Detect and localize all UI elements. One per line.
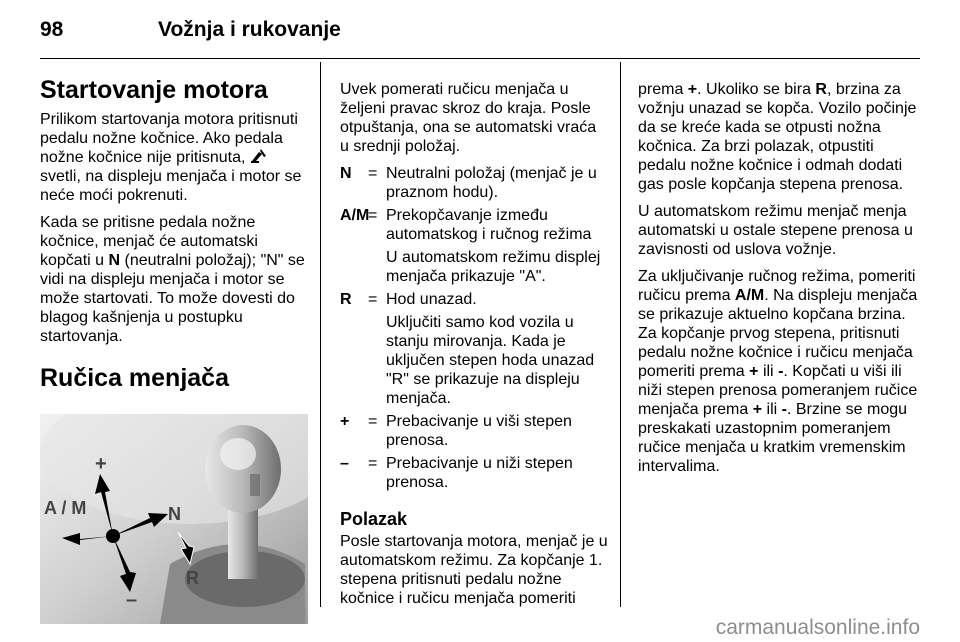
- text-span: , brzina za vožnju unazad se kopča. Vozilo počinje da se kreće kada se otpusti nožna kočnica. Za brzi polazak, otpustiti pedalu nožne kočnice i odmah dodati gas posle kopčanja stepena prenosa.: [638, 81, 917, 193]
- bold-term: +: [752, 401, 763, 418]
- definition-am-extra: U automatskom režimu displej menjača prikazuje "A".: [386, 249, 601, 285]
- text-span: prema: [638, 81, 688, 98]
- equals-sign: =: [368, 165, 378, 182]
- definition-term: A/M: [340, 207, 370, 224]
- equals-sign: =: [368, 207, 378, 224]
- column-3: [638, 80, 920, 484]
- bold-term: R: [815, 81, 827, 98]
- bold-term: +: [749, 363, 759, 380]
- definition-r-extra: Uključiti samo kod vozila u stanju mirovanja. Kada je uključen stepen hoda unazad "R" se prikazuje na displeju menjača.: [386, 314, 595, 407]
- definition-minus: [340, 454, 608, 492]
- watermark: carmanualsonline.info: [715, 616, 920, 639]
- column-divider-1: [320, 62, 321, 607]
- definition-desc: Hod unazad.: [386, 291, 477, 308]
- figure-label-plus: +: [95, 453, 107, 475]
- text-span: (neutralni položaj); "N" se vidi na displeju menjača i motor se može startovati. To može dovesti do blagog kašnjenja u postupku startovanja.: [40, 252, 305, 345]
- header-rule: [40, 58, 920, 59]
- paragraph-lever-intro: Uvek pomerati ručicu menjača u željeni pravac skroz do kraja. Posle otpuštanja, ona se automatski vraća u srednji položaj.: [340, 81, 597, 155]
- definition-desc: Prekopčavanje između automatskog i ručnog režima: [386, 207, 592, 243]
- text-span: . Kopčati u viši ili niži stepen prenosa pomeranjem ručice menjača prema: [638, 363, 918, 418]
- bold-term: A/M: [734, 287, 765, 304]
- paragraph-neutral: [40, 213, 308, 346]
- section-heading-rucica: Ručica menjača: [40, 364, 229, 392]
- column-divider-2: [620, 62, 621, 607]
- text-span: . Ukoliko se bira: [697, 81, 816, 98]
- bold-term: +: [687, 81, 698, 98]
- column-1: [40, 62, 308, 624]
- section-heading-polazak: Polazak: [340, 509, 408, 529]
- paragraph-start-drive: [638, 80, 920, 194]
- text-span: Kada se pritisne pedala nožne kočnice, menjač će automatski kopčati u: [40, 214, 258, 269]
- figure-label-r: R: [186, 568, 199, 588]
- bold-term: -: [778, 363, 784, 380]
- text-span: ili: [758, 363, 779, 380]
- bold-term: -: [781, 401, 787, 418]
- section-heading-startovanje: Startovanje motora: [40, 76, 268, 104]
- definition-r: [340, 290, 608, 309]
- definition-n: [340, 164, 608, 202]
- definition-desc: Neutralni položaj (menjač je u praznom hodu).: [386, 165, 597, 201]
- equals-sign: =: [368, 455, 378, 472]
- gear-lever-illustration: [40, 414, 308, 624]
- text-span: . Brzine se mogu preskakati uzastopnim pomeranjem ručice menjača u kratkim vremenskim intervalima.: [638, 401, 908, 475]
- definition-term: R: [340, 291, 352, 308]
- text-span: Prilikom startovanja motora pritisnuti pedalu nožne kočnice. Ako pedala nožne kočnice nije pritisnuta,: [40, 111, 298, 166]
- figure-label-minus: –: [126, 589, 138, 611]
- definition-am: [340, 206, 608, 244]
- paragraph-auto-mode: U automatskom režimu menjač menja automatski u ostale stepene prenosa u zavisnosti od uslova vožnje.: [638, 203, 913, 258]
- definition-term: –: [340, 455, 349, 472]
- column-2: [340, 80, 608, 616]
- paragraph-polazak: Posle startovanja motora, menjač je u automatskom režimu. Za kopčanje 1. stepena pritisnuti pedalu nožne kočnice i ručicu menjača pomeriti: [340, 533, 608, 607]
- definition-plus: [340, 412, 608, 450]
- definition-desc: Prebacivanje u viši stepen prenosa.: [386, 413, 572, 449]
- gear-lever-figure: [40, 414, 308, 624]
- text-span: svetli, na displeju menjača i motor se neće moći pokrenuti.: [40, 168, 302, 204]
- text-span: ili: [762, 401, 782, 418]
- paragraph-brake-notice: [40, 110, 308, 205]
- equals-sign: =: [368, 291, 378, 308]
- chapter-title: Vožnja i rukovanje: [158, 18, 341, 41]
- page-header: [40, 14, 920, 44]
- paragraph-manual-mode: [638, 267, 920, 476]
- foot-on-pedal-icon: [250, 148, 268, 164]
- bold-term: N: [108, 252, 121, 269]
- definition-term: +: [340, 413, 350, 430]
- figure-label-am: A / M: [44, 498, 87, 518]
- equals-sign: =: [368, 413, 378, 430]
- page-number: 98: [40, 18, 64, 41]
- definition-desc: Prebacivanje u niži stepen prenosa.: [386, 455, 573, 491]
- definition-term: N: [340, 165, 352, 182]
- text-span: Za uključivanje ručnog režima, pomeriti ručicu prema: [638, 268, 916, 304]
- text-span: . Na displeju menjača se prikazuje aktuelno kopčana brzina. Za kopčanje prvog stepena, pritisnuti pedalu nožne kočnice i ručicu menjača pomeriti prema: [638, 287, 918, 380]
- figure-label-n: N: [168, 504, 181, 524]
